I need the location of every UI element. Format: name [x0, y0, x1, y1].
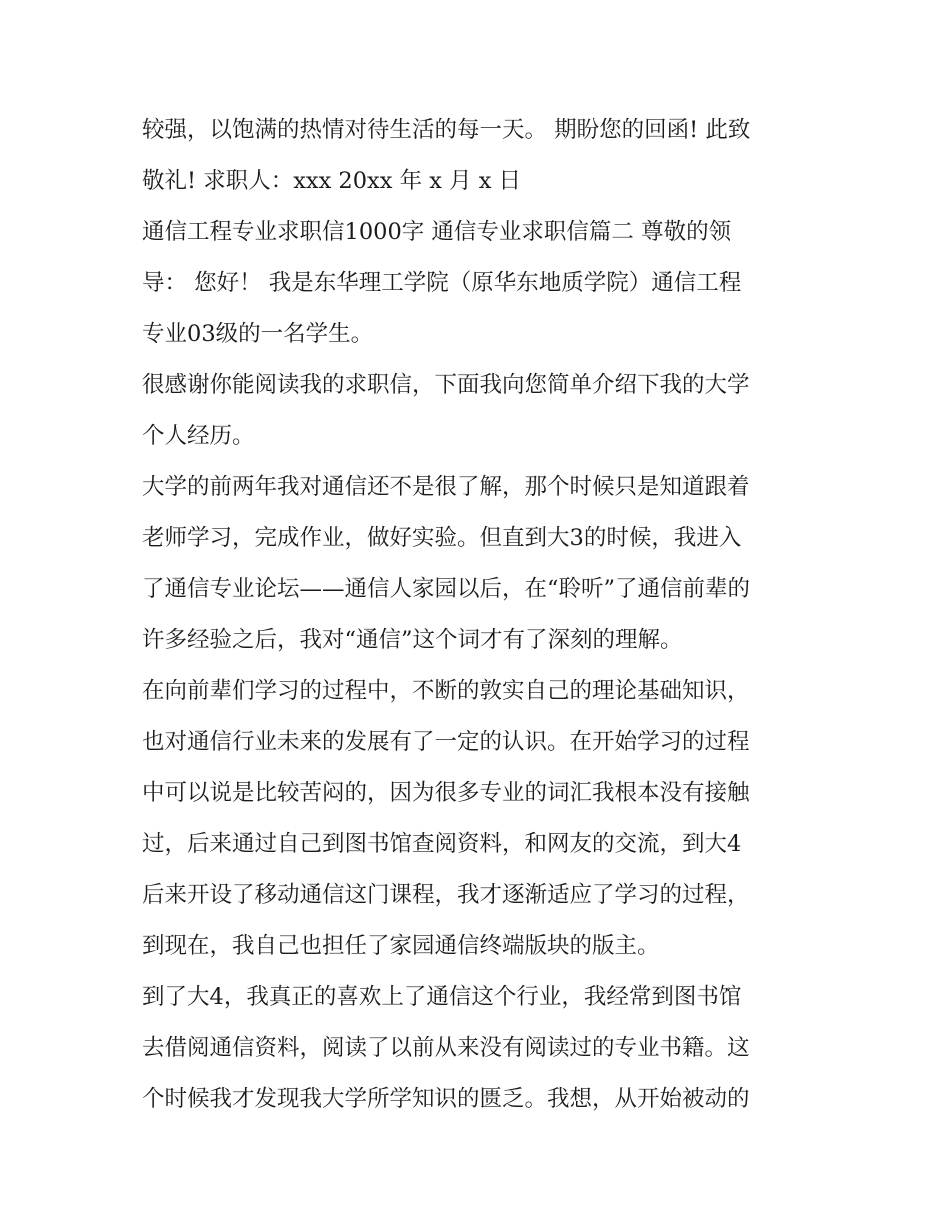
text-line: 中可以说是比较苦闷的，因为很多专业的词汇我根本没有接触	[142, 780, 750, 806]
text-line: 很感谢你能阅读我的求职信，下面我向您简单介绍下我的大学	[142, 372, 750, 398]
text-line: 到现在，我自己也担任了家园通信终端版块的版主。	[142, 933, 660, 959]
text-line: 到了大4，我真正的喜欢上了通信这个行业，我经常到图书馆	[142, 984, 742, 1010]
text-line: 专业03级的一名学生。	[142, 321, 374, 347]
document-body	[142, 105, 814, 1125]
text-line: 许多经验之后，我对“通信”这个词才有了深刻的理解。	[142, 627, 683, 653]
text-line: 个时候我才发现我大学所学知识的匮乏。我想，从开始被动的	[142, 1086, 750, 1112]
text-line: 去借阅通信资料，阅读了以前从来没有阅读过的专业书籍。这	[142, 1035, 750, 1061]
text-line: 老师学习，完成作业，做好实验。但直到大3的时候，我进入	[142, 525, 742, 551]
text-line: 导： 您好！ 我是东华理工学院（原华东地质学院）通信工程	[142, 270, 742, 296]
text-line: 也对通信行业未来的发展有了一定的认识。在开始学习的过程	[142, 729, 750, 755]
text-line: 在向前辈们学习的过程中，不断的敦实自己的理论基础知识，	[142, 678, 750, 704]
text-line: 后来开设了移动通信这门课程，我才逐渐适应了学习的过程，	[142, 882, 750, 908]
text-line: 了通信专业论坛——通信人家园以后，在“聆听”了通信前辈的	[142, 576, 751, 602]
text-line: 大学的前两年我对通信还不是很了解，那个时候只是知道跟着	[142, 474, 750, 500]
text-line: 个人经历。	[142, 423, 255, 449]
text-line: 通信工程专业求职信1000字 通信专业求职信篇二 尊敬的领	[142, 219, 732, 245]
text-line: 过，后来通过自己到图书馆查阅资料，和网友的交流，到大4	[142, 831, 742, 857]
text-line: 敬礼! 求职人：xxx 20xx 年 x 月 x 日	[142, 168, 522, 194]
text-line: 较强，以饱满的热情对待生活的每一天。 期盼您的回函! 此致	[142, 117, 751, 143]
